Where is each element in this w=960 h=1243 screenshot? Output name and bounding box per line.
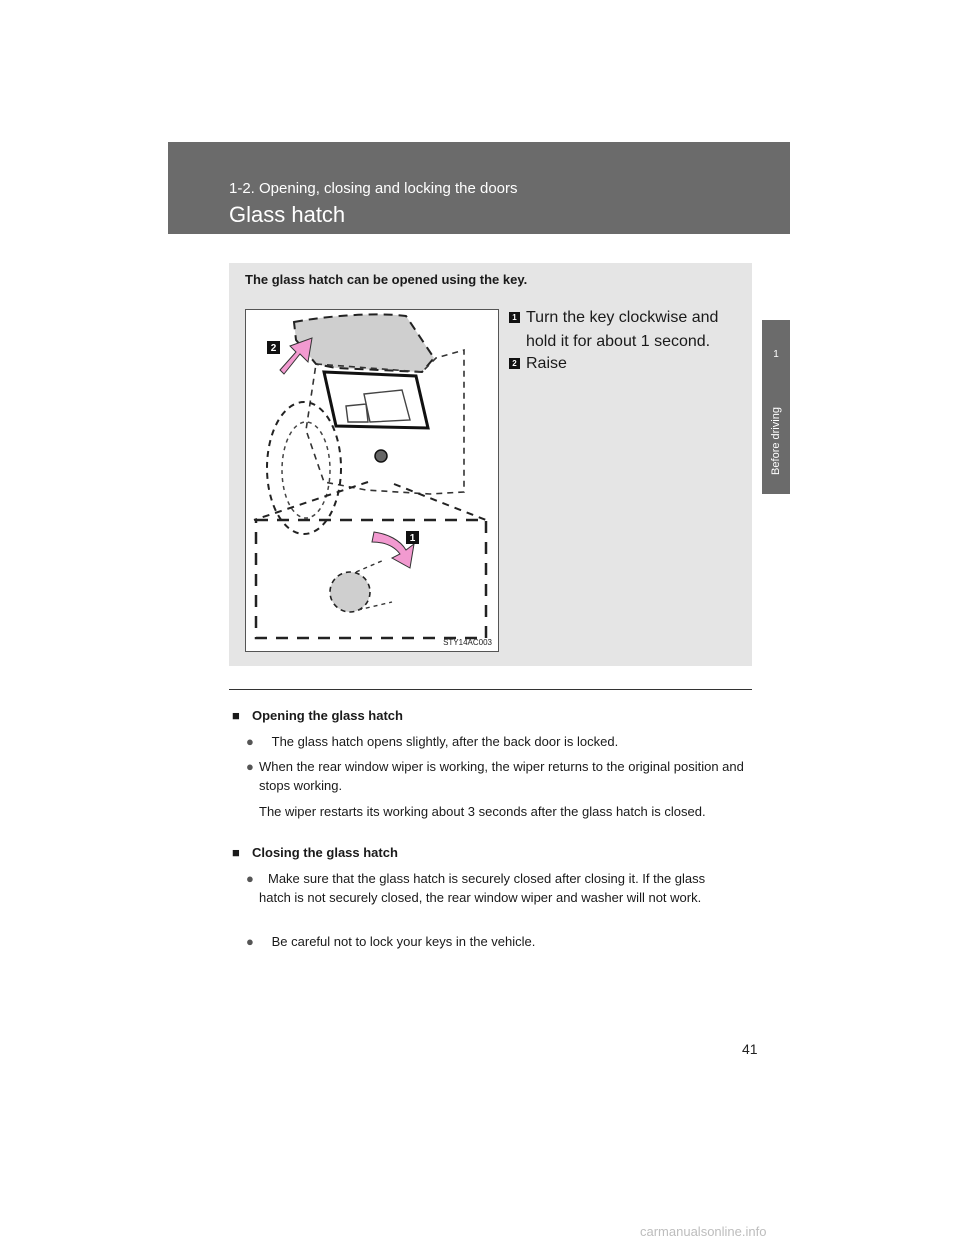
key-detail [330,572,370,612]
note-heading-opening-text: Opening the glass hatch [252,708,403,723]
chapter-number: 1 [773,348,779,360]
chapter-tab-number [762,320,790,388]
step-1-text: Turn the key clockwise and hold it for about 1 second. [526,309,719,350]
note-heading-closing [232,843,398,862]
chapter-tab-label [762,388,790,494]
step-2-text: Raise [526,355,567,372]
raise-arrow [280,338,312,374]
detail-frame [256,520,486,638]
section-marker: ■ [232,708,240,723]
note-text: The wiper restarts its working about 3 seconds after the glass hatch is closed. [259,804,706,819]
window-opening [324,372,428,428]
note-text: When the rear window wiper is working, the wiper returns to the original position and stops working. [259,759,744,793]
seats [346,390,410,422]
page-title: Glass hatch [229,202,346,227]
step-1 [509,306,739,354]
bullet-icon: ● [246,759,254,774]
step-2-number: 2 [509,358,520,369]
info-intro: The glass hatch can be opened using the key. [245,272,528,287]
page-number: 41 [742,1041,758,1057]
watermark: carmanualsonline.info [640,1224,767,1239]
note-heading-opening [232,706,403,725]
bullet-icon: ● [246,934,254,949]
note-text: The glass hatch opens slightly, after the back door is locked. [271,734,619,749]
note-bullet [246,932,535,951]
raised-glass-hatch [294,314,434,372]
bullet-icon: ● [246,871,254,886]
note-bullet [246,732,756,751]
section-marker: ■ [232,845,240,860]
section-divider [229,689,752,690]
note-text: Be careful not to lock your keys in the vehicle. [271,934,536,949]
note-text: Make sure that the glass hatch is securely closed after closing it. If the glass hatch is not securely closed, the rear window wiper and washer will not work. [259,871,706,905]
step-2 [509,352,567,376]
callout-1: 1 [409,533,416,544]
callout-2: 2 [270,343,277,354]
note-bullet [246,869,258,888]
note-heading-closing-text: Closing the glass hatch [252,845,398,860]
section-label: 1-2. Opening, closing and locking the doors [229,180,518,197]
step-1-number: 1 [509,312,520,323]
glass-hatch-illustration [245,309,499,652]
leader-lines [254,482,486,520]
bullet-icon: ● [246,734,254,749]
figure-code: STY14AC003 [443,638,492,647]
key-cylinder [375,450,387,462]
chapter-label: Before driving [770,407,782,475]
